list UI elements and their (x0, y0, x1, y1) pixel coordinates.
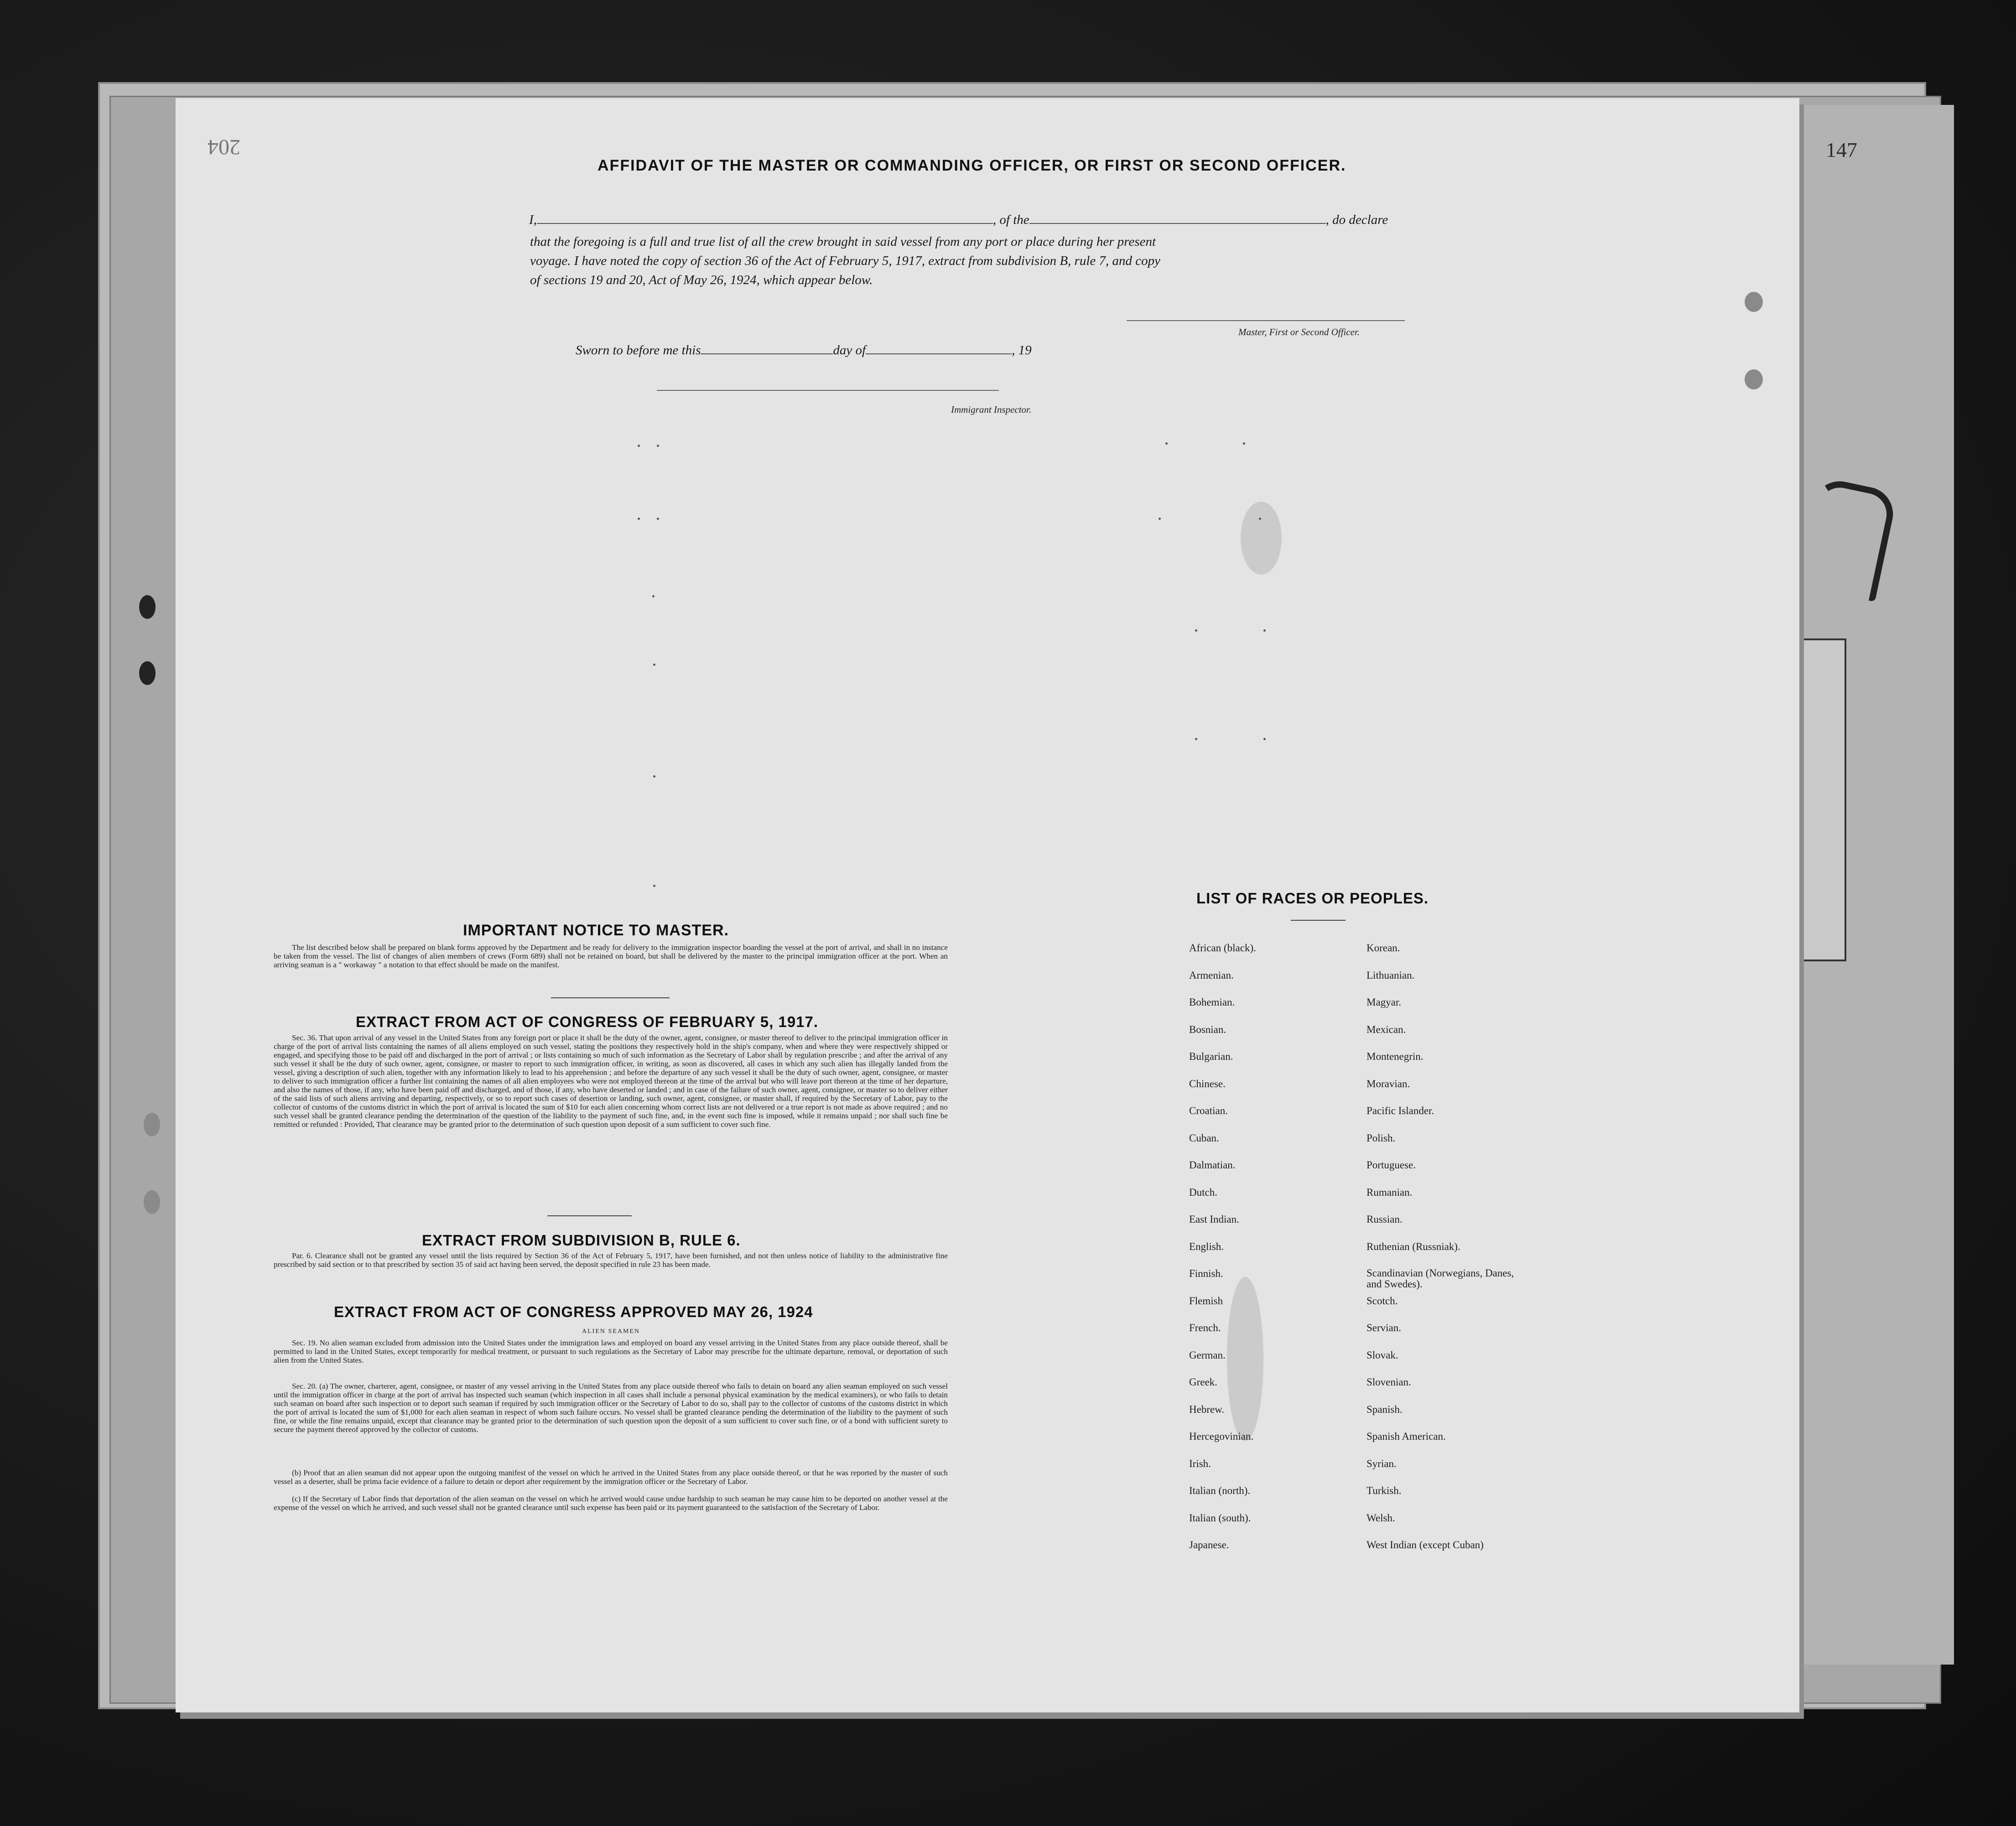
race-item: Montenegrin. (1367, 1051, 1424, 1062)
speck (653, 775, 655, 778)
speck (1195, 738, 1197, 740)
race-item: Bosnian. (1189, 1023, 1226, 1035)
race-item: Italian (north). (1189, 1485, 1251, 1496)
race-item: Dutch. (1189, 1186, 1217, 1198)
extract-1924-sec20a: Sec. 20. (a) The owner, charterer, agent, consignee, or master of any vessel arriving in the United States from any place outside thereof who fails to detain on board any alien seaman employed on such vessel until the immigration officer in charge at the port of arrival has inspected such seaman (which inspection in all cases shall include a personal physical examination by the medical examiners), or who fails to detain such seaman on board after such inspection or to deport such seaman if required by such immigration officer or the Secretary of Labor to do so, shall pay to the collector of customs of the customs district in which the port of arrival is located the sum of $1,000 for each alien seaman in respect of whom such failure occurs. No vessel shall be granted clearance pending the determination of the liability to the payment of such fine, or while the fine remains unpaid, except that clearance may be granted prior to the determination of such question upon the deposit of a sum sufficient to cover such fine, or of a bond with sufficient surety to secure the payment thereof approved by the collector of customs. (274, 1382, 948, 1434)
speck (1243, 442, 1245, 445)
speck (638, 518, 640, 520)
race-item: Scandinavian (Norwegians, Danes, and Swedes). (1367, 1267, 1514, 1290)
races-title: LIST OF RACES OR PEOPLES. (1196, 890, 1429, 907)
races-right-column (1367, 942, 1517, 1567)
race-item: Bulgarian. (1189, 1051, 1233, 1062)
race-item: Russian. (1367, 1214, 1403, 1225)
speck (657, 445, 659, 447)
races-left-column (1189, 942, 1256, 1567)
race-item: Polish. (1367, 1132, 1396, 1144)
extract-rule6-text: Par. 6. Clearance shall not be granted any vessel until the lists required by Section 36 of the Act of February 5, 1917, have been furnished, and not then unless notice of liability to the administrative fine prescribed by said section or to that prescribed by section 35 of said act having been served, the deposit specified in rule 23 has been made. (274, 1251, 948, 1269)
punch-hole (144, 1113, 160, 1136)
punch-hole (139, 661, 156, 685)
punch-hole (1745, 292, 1763, 312)
race-item: Hebrew. (1189, 1403, 1225, 1415)
punch-hole (1745, 369, 1763, 389)
race-item: Dalmatian. (1189, 1159, 1236, 1171)
race-item: Spanish. (1367, 1403, 1403, 1415)
notice-title: IMPORTANT NOTICE TO MASTER. (463, 922, 729, 939)
race-item: Lithuanian. (1367, 969, 1415, 981)
race-item: Slovak. (1367, 1349, 1398, 1361)
page-number: 147 (1826, 138, 1857, 161)
race-item: Pacific Islander. (1367, 1105, 1434, 1116)
declaration-line-2: that the foregoing is a full and true list of all the crew brought in said vessel from any port or place during her present (530, 234, 1156, 249)
race-item: Greek. (1189, 1376, 1217, 1388)
race-item: Turkish. (1367, 1485, 1402, 1496)
notice-text: The list described below shall be prepared on blank forms approved by the Department and be ready for delivery to the immigration inspector boarding the vessel at the port of arrival, and shall in no instance be taken from the vessel. The list of changes of alien members of crews (Form 689) shall not be retained on board, but shall be delivered by the master to the principal immigration officer at the port. When an arriving seaman is a " workaway " a notation to that effect should be made on the manifest. (274, 943, 948, 969)
master-signature-line (1127, 320, 1405, 321)
race-item: Magyar. (1367, 996, 1402, 1008)
race-item: Croatian. (1189, 1105, 1228, 1116)
extract-1917-text: Sec. 36. That upon arrival of any vessel in the United States from any foreign port or place it shall be the duty of the owner, agent, consignee, or master thereof to deliver to the principal immigration officer in charge of the port of arrival lists containing the names of all aliens employed on such vessel, stating the positions they respectively hold in the ship's company, when and where they were respectively shipped or engaged, and specifying those to be paid off and discharged in the port of arrival ; or lists containing so much of such information as the Secretary of Labor shall by regulation prescribe ; and after the arrival of any such vessel it shall be the duty of such owner, agent, consignee, or master to report to such immigration officer, in writing, as soon as discovered, all cases in which any such alien has illegally landed from the vessel, giving a description of such alien, together with any information likely to lead to his apprehension ; and before the departure of any such vessel it shall be the duty of such owner, agent, consignee, or master to deliver to such immigration officer a further list containing the names of all alien employees who were not employed thereon at the time of the arrival but who will leave port thereon at the time of her departure, and also the names of those, if any, who have been paid off and discharged, and of those, if any, who have deserted or landed ; and in case of the failure of such owner, agent, consignee, or master so to deliver either of the said lists of such aliens arriving and departing, respectively, or so to report such cases of desertion or landing, such owner, agent, consignee, or master shall, if required by the Secretary of Labor, pay to the collector of customs of the customs district in which the port of arrival is located the sum of $10 for each alien concerning whom correct lists are not delivered or a true report is not made as above required ; and no such vessel shall be granted clearance pending the determination of the question of the liability to the payment of such fine, and, in the event such fine is imposed, while it remains unpaid ; nor shall such fine be remitted or refunded : Provided, That clearance may be granted prior to the determination of such question upon deposit of a sum sufficient to cover such fine. (274, 1033, 948, 1129)
race-item: East Indian. (1189, 1214, 1239, 1225)
master-signature-label: Master, First or Second Officer. (1238, 327, 1360, 337)
race-item: African (black). (1189, 942, 1256, 954)
extract-1924-subtitle: ALIEN SEAMEN (582, 1328, 640, 1335)
race-item: Armenian. (1189, 969, 1234, 981)
race-item: Welsh. (1367, 1512, 1395, 1524)
punch-hole (144, 1190, 160, 1214)
punch-hole (139, 595, 156, 619)
extract-1917-title: EXTRACT FROM ACT OF CONGRESS OF FEBRUARY 5, 1917. (356, 1013, 819, 1030)
race-item: French. (1189, 1322, 1221, 1333)
inspector-signature-line (657, 390, 999, 391)
section-divider (551, 997, 670, 998)
ink-smudge (1241, 502, 1282, 575)
speck (1263, 738, 1266, 740)
race-item: Spanish American. (1367, 1431, 1446, 1442)
race-item: Bohemian. (1189, 996, 1235, 1008)
affidavit-title: AFFIDAVIT OF THE MASTER OR COMMANDING OFFICER, OR FIRST OR SECOND OFFICER. (598, 157, 1346, 174)
extract-1924-sec20c: (c) If the Secretary of Labor finds that deportation of the alien seaman on the vessel on which he arrived would cause undue hardship to such seaman he may cause him to be deported on another vessel at the expense of the vessel on which he arrived, and such vessel shall not be granted clearance until such expense has been paid or its payment guaranteed to the satisfaction of the Secretary of Labor. (274, 1494, 948, 1512)
speck (1263, 629, 1266, 632)
race-item: German. (1189, 1349, 1226, 1361)
race-item: Finnish. (1189, 1268, 1223, 1279)
race-item: Slovenian. (1367, 1376, 1411, 1388)
race-item: Syrian. (1367, 1458, 1397, 1469)
race-item: Flemish (1189, 1295, 1223, 1307)
race-item: Mexican. (1367, 1023, 1406, 1035)
declaration-line-3: voyage. I have noted the copy of section 36 of the Act of February 5, 1917, extract from subdivision B, rule 7, and copy (530, 254, 1161, 268)
speck (653, 885, 655, 887)
declaration-line-1: I, , of the , do declare (529, 213, 1388, 227)
race-item: Ruthenian (Russniak). (1367, 1240, 1460, 1252)
speck (1165, 442, 1168, 445)
extract-1924-sec19: Sec. 19. No alien seaman excluded from admission into the United States under the immigration laws and employed on board any vessel arriving in the United States from any place outside thereof, shall be permitted to land in the United States, except temporarily for medical treatment, or pursuant to such regulations as the Secretary of Labor may prescribe for the ultimate departure, removal, or deportation of such alien from the United States. (274, 1338, 948, 1364)
race-item: West Indian (except Cuban) (1367, 1539, 1484, 1551)
section-divider (547, 1215, 632, 1216)
speck (657, 518, 659, 520)
race-item: Italian (south). (1189, 1512, 1251, 1524)
corner-mark: 204 (208, 135, 240, 159)
speck (652, 595, 655, 597)
race-item: Hercegovinian. (1189, 1431, 1254, 1442)
speck (1195, 629, 1197, 632)
race-item: Servian. (1367, 1322, 1402, 1333)
race-item: Moravian. (1367, 1078, 1410, 1089)
races-title-underline (1291, 920, 1346, 921)
race-item: Japanese. (1189, 1539, 1229, 1551)
speck (638, 445, 640, 447)
extract-1924-sec20b: (b) Proof that an alien seaman did not appear upon the outgoing manifest of the vessel on which he arrived in the United States from any place outside thereof, or that he was reported by the master of such vessel as a deserter, shall be prima facie evidence of a failure to detain or deport after requirement by the immigration officer or the Secretary of Labor. (274, 1468, 948, 1486)
declaration-line-4: of sections 19 and 20, Act of May 26, 1924, which appear below. (530, 273, 873, 287)
race-item: Scotch. (1367, 1295, 1398, 1307)
stub-box (1799, 638, 1846, 961)
speck (653, 664, 655, 666)
race-item: Chinese. (1189, 1078, 1226, 1089)
race-item: Irish. (1189, 1458, 1211, 1469)
race-item: English. (1189, 1240, 1224, 1252)
extract-1924-title: EXTRACT FROM ACT OF CONGRESS APPROVED MAY 26, 1924 (334, 1303, 813, 1320)
speck (1159, 518, 1161, 520)
race-item: Rumanian. (1367, 1186, 1413, 1198)
extract-rule6-title: EXTRACT FROM SUBDIVISION B, RULE 6. (422, 1232, 741, 1249)
inspector-signature-label: Immigrant Inspector. (951, 404, 1032, 415)
race-item: Cuban. (1189, 1132, 1219, 1144)
race-item: Korean. (1367, 942, 1400, 954)
sworn-line: Sworn to before me this day of , 19 (576, 343, 1032, 358)
race-item: Portuguese. (1367, 1159, 1416, 1171)
